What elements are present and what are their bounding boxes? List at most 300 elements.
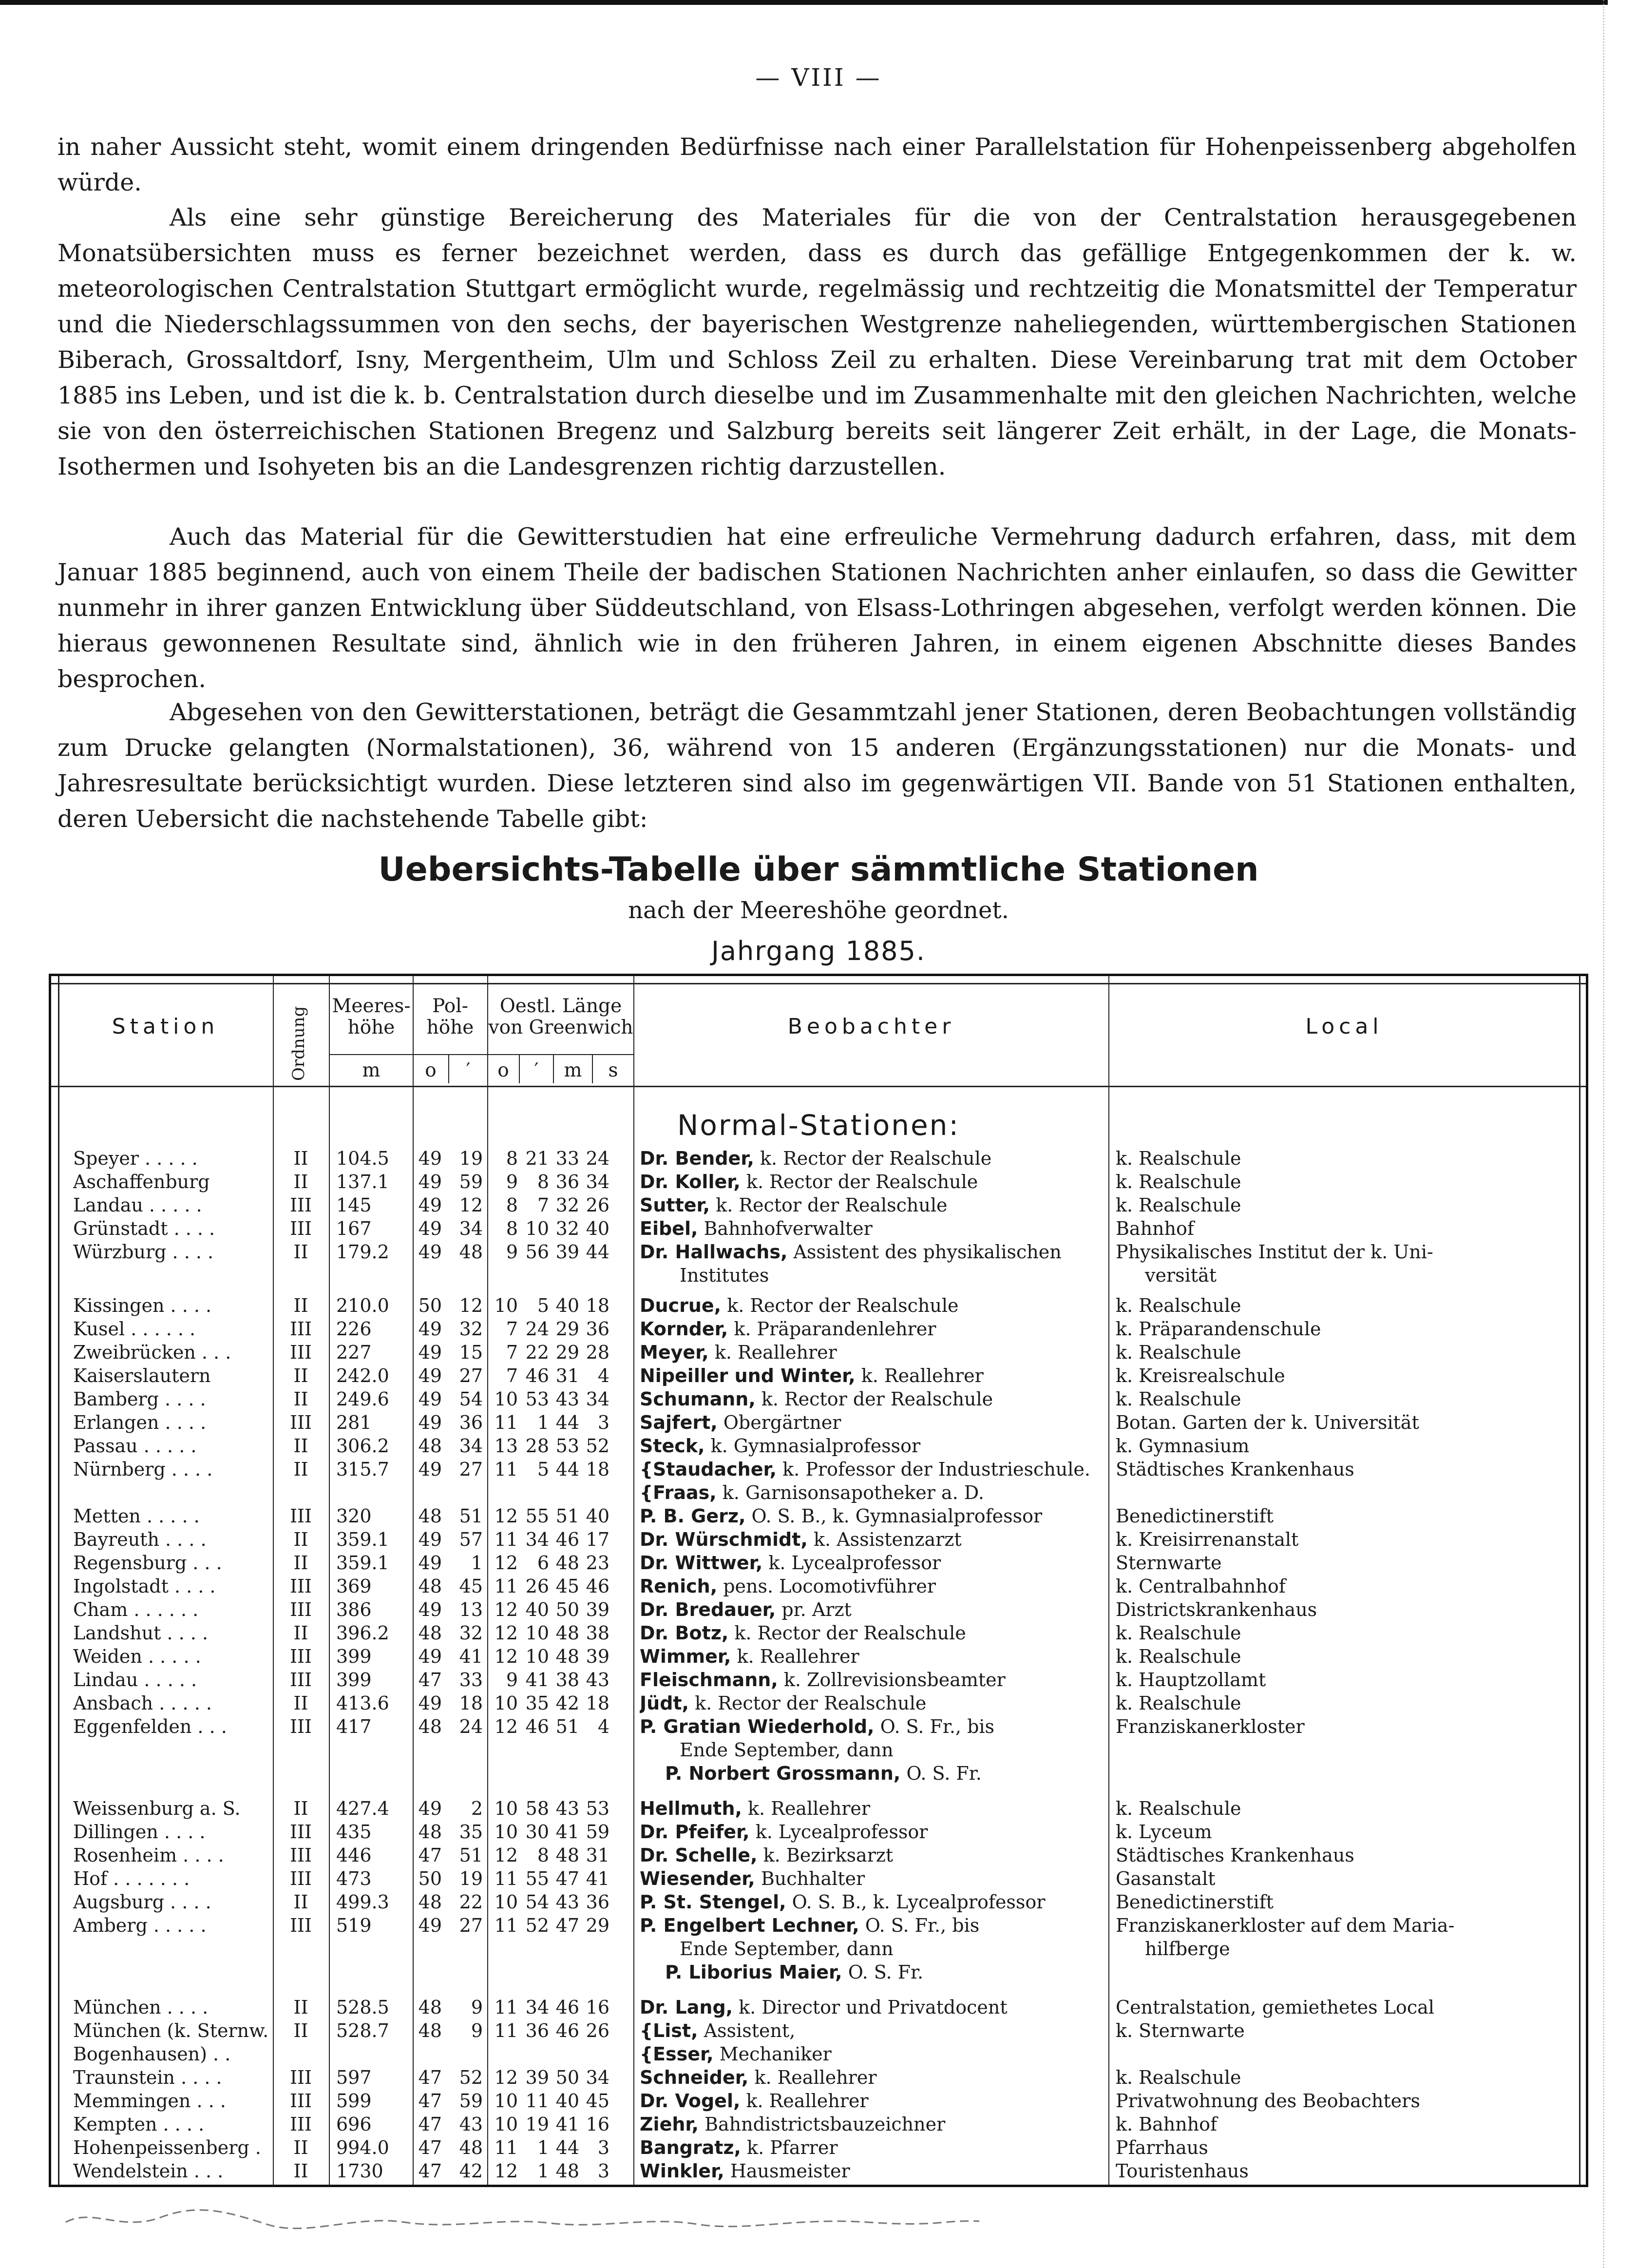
laenge-min-cell: 40 bbox=[525, 1599, 549, 1620]
meereshoehe-cell: 369 bbox=[336, 1576, 372, 1597]
station-name-cell: Landshut . . . . bbox=[73, 1622, 209, 1644]
observer-name: P. Engelbert Lechner, bbox=[640, 1915, 859, 1936]
meereshoehe-cell: 242.0 bbox=[336, 1365, 389, 1386]
time-sec-cell: 45 bbox=[586, 2090, 609, 2112]
time-min-cell: 53 bbox=[555, 1435, 579, 1457]
table-row bbox=[51, 1504, 1586, 1528]
meereshoehe-cell: 446 bbox=[336, 1845, 372, 1866]
time-sec-cell: 18 bbox=[586, 1692, 609, 1714]
observer-name: P. St. Stengel, bbox=[640, 1891, 786, 1913]
beobachter-cell-line3 bbox=[665, 1762, 1152, 1785]
station-name-cell: Würzburg . . . . bbox=[73, 1241, 214, 1263]
polhoehe-deg-cell: 49 bbox=[418, 1412, 442, 1433]
beobachter-cell bbox=[640, 1294, 1166, 1317]
time-sec-cell: 52 bbox=[586, 1435, 609, 1457]
observer-name: Dr. Wittwer, bbox=[640, 1552, 763, 1574]
laenge-deg-cell: 10 bbox=[494, 1891, 518, 1913]
laenge-deg-cell: 9 bbox=[506, 1241, 518, 1263]
local-cell: k. Realschule bbox=[1116, 1622, 1241, 1644]
meereshoehe-cell: 167 bbox=[336, 1218, 372, 1239]
polhoehe-deg-cell: 49 bbox=[418, 1218, 442, 1239]
local-cell: Benedictinerstift bbox=[1116, 1891, 1274, 1913]
observer-name: {Staudacher, bbox=[640, 1459, 777, 1480]
time-min-cell: 41 bbox=[555, 2114, 579, 2135]
stations-table bbox=[49, 974, 1588, 2187]
time-min-cell: 41 bbox=[555, 1821, 579, 1843]
polhoehe-deg-cell: 49 bbox=[418, 1599, 442, 1620]
polhoehe-deg-cell: 47 bbox=[418, 2114, 442, 2135]
observer-title: k. Rector der Realschule bbox=[740, 1171, 978, 1192]
time-sec-cell: 41 bbox=[586, 1868, 609, 1889]
time-min-cell: 43 bbox=[555, 1891, 579, 1913]
ordnung-cell: III bbox=[289, 2090, 312, 2112]
time-sec-cell: 31 bbox=[586, 1845, 609, 1866]
local-cell: k. Gymnasium bbox=[1116, 1435, 1250, 1457]
time-sec-cell: 24 bbox=[586, 1148, 609, 1169]
section-heading: Normal-Stationen: bbox=[677, 1109, 960, 1142]
beobachter-cell bbox=[640, 1691, 1166, 1715]
meereshoehe-cell: 435 bbox=[336, 1821, 372, 1843]
meereshoehe-cell: 315.7 bbox=[336, 1459, 389, 1480]
beobachter-cell-line2 bbox=[680, 1937, 1167, 1960]
time-min-cell: 29 bbox=[555, 1342, 579, 1363]
observer-title: k. Reallehrer bbox=[731, 1646, 859, 1667]
laenge-min-cell: 24 bbox=[525, 1318, 549, 1340]
time-sec-cell: 59 bbox=[586, 1821, 609, 1843]
laenge-min-cell: 39 bbox=[525, 2067, 549, 2088]
table-row bbox=[51, 1598, 1586, 1621]
beobachter-cell bbox=[640, 1364, 1166, 1387]
observer-name: P. B. Gerz, bbox=[640, 1505, 746, 1527]
time-sec-cell: 43 bbox=[586, 1669, 609, 1691]
polhoehe-deg-cell: 49 bbox=[418, 1646, 442, 1667]
header-pol-deg: o bbox=[425, 1059, 437, 1081]
meereshoehe-cell: 399 bbox=[336, 1646, 372, 1667]
header-pol-min: ′ bbox=[466, 1059, 471, 1081]
observer-name: {Esser, bbox=[640, 2043, 714, 2065]
laenge-min-cell: 26 bbox=[525, 1576, 549, 1597]
local-cell: k. Realschule bbox=[1116, 2067, 1241, 2088]
observer-title: k. Assistenzarzt bbox=[807, 1529, 962, 1550]
laenge-min-cell: 22 bbox=[525, 1342, 549, 1363]
local-cell: k. Kreisrealschule bbox=[1116, 1365, 1285, 1386]
time-min-cell: 39 bbox=[555, 1241, 579, 1263]
laenge-deg-cell: 10 bbox=[494, 1295, 518, 1316]
time-sec-cell: 26 bbox=[586, 2020, 609, 2041]
local-cell: Pfarrhaus bbox=[1116, 2137, 1208, 2158]
polhoehe-min-cell: 9 bbox=[471, 2020, 483, 2041]
table-title: Uebersichts-Tabelle über sämmtliche Stationen bbox=[378, 850, 1259, 889]
local-cell: k. Realschule bbox=[1116, 1342, 1241, 1363]
laenge-min-cell: 55 bbox=[525, 1868, 549, 1889]
ordnung-cell: II bbox=[293, 1622, 308, 1644]
time-min-cell: 48 bbox=[555, 2160, 579, 2182]
observer-title: k. Reallehrer bbox=[708, 1342, 837, 1363]
time-sec-cell: 39 bbox=[586, 1599, 609, 1620]
observer-name: Dr. Würschmidt, bbox=[640, 1529, 808, 1550]
observer-name: P. Norbert Grossmann, bbox=[665, 1763, 901, 1784]
time-min-cell: 38 bbox=[555, 1669, 579, 1691]
beobachter-cell bbox=[640, 2089, 1166, 2113]
polhoehe-min-cell: 27 bbox=[459, 1915, 483, 1936]
observer-name: Dr. Koller, bbox=[640, 1171, 741, 1192]
table-row bbox=[51, 1797, 1586, 1820]
observer-title: k. Reallehrer bbox=[740, 2090, 869, 2112]
header-laenge: Oestl. Länge von Greenwich bbox=[488, 995, 633, 1038]
observer-title: O. S. Fr., bis bbox=[874, 1716, 995, 1737]
table-row bbox=[51, 1341, 1586, 1364]
polhoehe-deg-cell: 48 bbox=[418, 1435, 442, 1457]
polhoehe-min-cell: 43 bbox=[459, 2114, 483, 2135]
meereshoehe-cell: 417 bbox=[336, 1716, 372, 1737]
polhoehe-deg-cell: 49 bbox=[418, 1241, 442, 1263]
time-min-cell: 51 bbox=[555, 1716, 579, 1737]
laenge-deg-cell: 12 bbox=[494, 1552, 518, 1574]
table-row bbox=[51, 1691, 1586, 1715]
local-cell: Franziskanerkloster auf dem Maria- bbox=[1116, 1915, 1455, 1936]
polhoehe-min-cell: 27 bbox=[459, 1459, 483, 1480]
polhoehe-deg-cell: 49 bbox=[418, 1459, 442, 1480]
ordnung-cell: II bbox=[293, 2137, 308, 2158]
time-min-cell: 51 bbox=[555, 1505, 579, 1527]
polhoehe-min-cell: 59 bbox=[459, 1171, 483, 1192]
laenge-deg-cell: 8 bbox=[506, 1194, 518, 1216]
observer-title: k. Professor der Industrieschule. bbox=[777, 1459, 1090, 1480]
time-sec-cell: 29 bbox=[586, 1915, 609, 1936]
beobachter-cell bbox=[640, 1914, 1166, 1937]
observer-title: k. Rector der Realschule bbox=[710, 1194, 948, 1216]
observer-title: k. Lycealprofessor bbox=[749, 1821, 928, 1843]
ordnung-cell: II bbox=[293, 1459, 308, 1480]
meereshoehe-cell: 179.2 bbox=[336, 1241, 389, 1263]
laenge-deg-cell: 7 bbox=[506, 1365, 518, 1386]
station-name-cell: Dillingen . . . . bbox=[73, 1821, 206, 1843]
observer-title: O. S. Fr. bbox=[842, 1961, 924, 1983]
beobachter-cell bbox=[640, 1844, 1166, 1867]
table-row bbox=[51, 1240, 1586, 1286]
table-row bbox=[51, 2066, 1586, 2089]
observer-title: Bahnhofverwalter bbox=[698, 1218, 873, 1239]
station-name-cell: Kusel . . . . . . bbox=[73, 1318, 196, 1340]
observer-name: Hellmuth, bbox=[640, 1798, 742, 1819]
observer-title: Institutes bbox=[680, 1265, 769, 1286]
polhoehe-deg-cell: 49 bbox=[418, 1171, 442, 1192]
observer-title: Ende September, dann bbox=[680, 1739, 894, 1761]
laenge-min-cell: 28 bbox=[525, 1435, 549, 1457]
time-sec-cell: 4 bbox=[597, 1365, 609, 1386]
table-row bbox=[51, 1364, 1586, 1387]
laenge-deg-cell: 13 bbox=[494, 1435, 518, 1457]
observer-title: pr. Arzt bbox=[776, 1599, 852, 1620]
time-sec-cell: 16 bbox=[586, 1997, 609, 2018]
observer-name: Renich, bbox=[640, 1576, 718, 1597]
local-cell: k. Lyceum bbox=[1116, 1821, 1212, 1843]
table-row bbox=[51, 1715, 1586, 1784]
table-row bbox=[51, 1914, 1586, 1983]
laenge-min-cell: 8 bbox=[537, 1845, 549, 1866]
ordnung-cell: II bbox=[293, 1295, 308, 1316]
observer-name: Fleischmann, bbox=[640, 1669, 778, 1691]
ordnung-cell: II bbox=[293, 1365, 308, 1386]
polhoehe-min-cell: 32 bbox=[459, 1622, 483, 1644]
laenge-min-cell: 10 bbox=[525, 1622, 549, 1644]
beobachter-cell bbox=[640, 1411, 1166, 1434]
polhoehe-min-cell: 41 bbox=[459, 1646, 483, 1667]
header-time-m: m bbox=[564, 1059, 582, 1081]
time-min-cell: 43 bbox=[555, 1388, 579, 1410]
time-min-cell: 46 bbox=[555, 1997, 579, 2018]
time-sec-cell: 40 bbox=[586, 1218, 609, 1239]
polhoehe-min-cell: 27 bbox=[459, 1365, 483, 1386]
observer-title: k. Reallehrer bbox=[742, 1798, 871, 1819]
observer-name: Dr. Botz, bbox=[640, 1622, 729, 1644]
beobachter-cell bbox=[640, 1645, 1166, 1668]
beobachter-cell-line2 bbox=[680, 1264, 1167, 1287]
header-meereshoehe-unit: m bbox=[362, 1059, 381, 1081]
meereshoehe-cell: 249.6 bbox=[336, 1388, 389, 1410]
observer-name: Steck, bbox=[640, 1435, 705, 1457]
ordnung-cell: II bbox=[293, 1241, 308, 1263]
beobachter-cell bbox=[640, 1820, 1166, 1844]
header-len-deg: o bbox=[497, 1059, 509, 1081]
time-min-cell: 40 bbox=[555, 1295, 579, 1316]
beobachter-cell bbox=[640, 1434, 1166, 1458]
header-local: Local bbox=[1305, 1014, 1383, 1039]
ordnung-cell: III bbox=[289, 1669, 312, 1691]
observer-name: Jüdt, bbox=[640, 1692, 689, 1714]
observer-title: k. Rector der Realschule bbox=[721, 1295, 959, 1316]
beobachter-cell bbox=[640, 1193, 1166, 1217]
observer-name: Sajfert, bbox=[640, 1412, 718, 1433]
polhoehe-deg-cell: 49 bbox=[418, 1318, 442, 1340]
polhoehe-deg-cell: 48 bbox=[418, 1891, 442, 1913]
beobachter-cell bbox=[640, 1170, 1166, 1193]
laenge-min-cell: 10 bbox=[525, 1646, 549, 1667]
polhoehe-deg-cell: 48 bbox=[418, 1997, 442, 2018]
station-name-cell: Aschaffenburg bbox=[73, 1171, 210, 1192]
observer-title: O. S. B., k. Gymnasialprofessor bbox=[745, 1505, 1043, 1527]
table-row bbox=[51, 1193, 1586, 1217]
time-sec-cell: 16 bbox=[586, 2114, 609, 2135]
polhoehe-deg-cell: 47 bbox=[418, 1669, 442, 1691]
ordnung-cell: III bbox=[289, 1716, 312, 1737]
laenge-deg-cell: 12 bbox=[494, 2067, 518, 2088]
time-min-cell: 40 bbox=[555, 2090, 579, 2112]
laenge-min-cell: 5 bbox=[537, 1295, 549, 1316]
time-sec-cell: 36 bbox=[586, 1318, 609, 1340]
time-sec-cell: 53 bbox=[586, 1798, 609, 1819]
beobachter-cell bbox=[640, 1317, 1166, 1341]
time-min-cell: 48 bbox=[555, 1622, 579, 1644]
table-row bbox=[51, 2136, 1586, 2159]
meereshoehe-cell: 386 bbox=[336, 1599, 372, 1620]
ordnung-cell: III bbox=[289, 1218, 312, 1239]
time-min-cell: 47 bbox=[555, 1915, 579, 1936]
observer-name: {Fraas, bbox=[640, 1482, 717, 1503]
beobachter-cell bbox=[640, 2113, 1166, 2136]
laenge-min-cell: 5 bbox=[537, 1459, 549, 1480]
observer-name: Wimmer, bbox=[640, 1646, 731, 1667]
laenge-min-cell: 8 bbox=[537, 1171, 549, 1192]
meereshoehe-cell: 359.1 bbox=[336, 1552, 389, 1574]
meereshoehe-cell: 281 bbox=[336, 1412, 372, 1433]
time-min-cell: 46 bbox=[555, 1529, 579, 1550]
observer-name: Sutter, bbox=[640, 1194, 710, 1216]
laenge-min-cell: 21 bbox=[525, 1148, 549, 1169]
local-cell: k. Realschule bbox=[1116, 1295, 1241, 1316]
observer-title: k. Reallehrer bbox=[855, 1365, 984, 1386]
header-time-s: s bbox=[608, 1059, 618, 1081]
laenge-min-cell: 11 bbox=[525, 2090, 549, 2112]
local-cell: k. Centralbahnhof bbox=[1116, 1576, 1286, 1597]
laenge-min-cell: 1 bbox=[537, 2137, 549, 2158]
beobachter-cell-line2 bbox=[640, 1481, 1127, 1504]
table-row bbox=[51, 1668, 1586, 1691]
ordnung-cell: III bbox=[289, 1412, 312, 1433]
time-min-cell: 44 bbox=[555, 1459, 579, 1480]
observer-name: Meyer, bbox=[640, 1342, 709, 1363]
meereshoehe-cell: 499.3 bbox=[336, 1891, 389, 1913]
time-min-cell: 44 bbox=[555, 2137, 579, 2158]
laenge-deg-cell: 7 bbox=[506, 1342, 518, 1363]
time-sec-cell: 3 bbox=[597, 2160, 609, 2182]
beobachter-cell bbox=[640, 1528, 1166, 1551]
polhoehe-deg-cell: 47 bbox=[418, 2090, 442, 2112]
laenge-min-cell: 53 bbox=[525, 1388, 549, 1410]
laenge-deg-cell: 10 bbox=[494, 2090, 518, 2112]
polhoehe-min-cell: 12 bbox=[459, 1295, 483, 1316]
polhoehe-min-cell: 13 bbox=[459, 1599, 483, 1620]
time-min-cell: 29 bbox=[555, 1318, 579, 1340]
station-name-cell: Bayreuth . . . . bbox=[73, 1529, 207, 1550]
meereshoehe-cell: 597 bbox=[336, 2067, 372, 2088]
laenge-deg-cell: 10 bbox=[494, 1798, 518, 1819]
observer-name: Dr. Bender, bbox=[640, 1148, 754, 1169]
laenge-min-cell: 54 bbox=[525, 1891, 549, 1913]
meereshoehe-cell: 306.2 bbox=[336, 1435, 389, 1457]
time-min-cell: 46 bbox=[555, 2020, 579, 2041]
laenge-deg-cell: 11 bbox=[494, 2137, 518, 2158]
beobachter-cell bbox=[640, 1598, 1166, 1621]
polhoehe-deg-cell: 49 bbox=[418, 1365, 442, 1386]
header-ordnung: Ordnung bbox=[289, 1006, 308, 1081]
station-name-cell: Passau . . . . . bbox=[73, 1435, 197, 1457]
ordnung-cell: III bbox=[289, 2067, 312, 2088]
polhoehe-min-cell: 2 bbox=[471, 1798, 483, 1819]
paragraph-2: Als eine sehr günstige Bereicherung des Materiales für die von der Centralstation herausgegebenen Monatsübersichten muss es ferner bezeichnet werden, dass es durch das gefällige Entgegenkommen der k. w. meteorologischen Centralstation Stuttgart ermöglicht wurde, regelmässig und rechtzeitig die Monatsmittel der Temperatur und die Niederschlagssummen von den sechs, der bayerischen Westgrenze naheliegenden, württembergischen Stationen Biberach, Grossaltdorf, Isny, Mergentheim, Ulm und Schloss Zeil zu erhalten. Diese Vereinbarung trat mit dem October 1885 ins Leben, und ist die k. b. Centralstation durch dieselbe und im Zusammenhalte mit den gleichen Nachrichten, welche sie von den österreichischen Stationen Bregenz und Salzburg bereits seit längerer Zeit erhält, in der Lage, die Monats-Isothermen und Isohyeten bis an die Landesgrenzen richtig darzustellen. bbox=[57, 204, 1577, 481]
observer-name: Eibel, bbox=[640, 1218, 698, 1239]
laenge-deg-cell: 12 bbox=[494, 2160, 518, 2182]
time-sec-cell: 3 bbox=[597, 1412, 609, 1433]
beobachter-cell bbox=[640, 2136, 1166, 2159]
time-min-cell: 50 bbox=[555, 1599, 579, 1620]
handwritten-scribble-icon bbox=[63, 2203, 989, 2237]
ordnung-cell: III bbox=[289, 1868, 312, 1889]
observer-title: k. Zollrevisionsbeamter bbox=[778, 1669, 1006, 1691]
polhoehe-deg-cell: 49 bbox=[418, 1342, 442, 1363]
polhoehe-deg-cell: 48 bbox=[418, 1622, 442, 1644]
beobachter-cell bbox=[640, 1341, 1166, 1364]
ordnung-cell: II bbox=[293, 1891, 308, 1913]
polhoehe-min-cell: 51 bbox=[459, 1505, 483, 1527]
polhoehe-deg-cell: 47 bbox=[418, 2067, 442, 2088]
observer-name: Dr. Lang, bbox=[640, 1997, 733, 2018]
ordnung-cell: II bbox=[293, 1997, 308, 2018]
beobachter-cell bbox=[640, 1621, 1166, 1645]
meereshoehe-cell: 519 bbox=[336, 1915, 372, 1936]
polhoehe-deg-cell: 49 bbox=[418, 1194, 442, 1216]
beobachter-cell bbox=[640, 1668, 1166, 1691]
observer-title: k. Rector der Realschule bbox=[754, 1148, 992, 1169]
table-year: Jahrgang 1885. bbox=[711, 936, 926, 966]
beobachter-cell bbox=[640, 1147, 1166, 1170]
local-cell: k. Realschule bbox=[1116, 1148, 1241, 1169]
meereshoehe-cell: 399 bbox=[336, 1669, 372, 1691]
meereshoehe-cell: 359.1 bbox=[336, 1529, 389, 1550]
local-cell: Franziskanerkloster bbox=[1116, 1716, 1305, 1737]
station-name-cell: Kaiserslautern bbox=[73, 1365, 211, 1386]
station-name-cell: Wendelstein . . . bbox=[73, 2160, 224, 2182]
top-border-rule bbox=[0, 0, 1608, 5]
table-row bbox=[51, 1621, 1586, 1645]
time-sec-cell: 46 bbox=[586, 1576, 609, 1597]
ordnung-cell: II bbox=[293, 2160, 308, 2182]
beobachter-cell bbox=[640, 1715, 1166, 1738]
local-cell: Städtisches Krankenhaus bbox=[1116, 1459, 1354, 1480]
ordnung-cell: II bbox=[293, 1692, 308, 1714]
local-cell: Botan. Garten der k. Universität bbox=[1116, 1412, 1419, 1433]
observer-name: Dr. Pfeifer, bbox=[640, 1821, 750, 1843]
polhoehe-min-cell: 51 bbox=[459, 1845, 483, 1866]
polhoehe-deg-cell: 47 bbox=[418, 2160, 442, 2182]
ordnung-cell: II bbox=[293, 1148, 308, 1169]
time-sec-cell: 34 bbox=[586, 1388, 609, 1410]
station-name-cell: Kissingen . . . . bbox=[73, 1295, 212, 1316]
observer-name: Wiesender, bbox=[640, 1868, 755, 1889]
ordnung-cell: II bbox=[293, 1529, 308, 1550]
meereshoehe-cell: 396.2 bbox=[336, 1622, 389, 1644]
header-top-rule bbox=[51, 983, 1586, 984]
table-row bbox=[51, 1458, 1586, 1503]
observer-name: Schneider, bbox=[640, 2067, 749, 2088]
laenge-min-cell: 55 bbox=[525, 1505, 549, 1527]
laenge-deg-cell: 11 bbox=[494, 1868, 518, 1889]
observer-title: k. Rector der Realschule bbox=[689, 1692, 927, 1714]
meereshoehe-cell: 696 bbox=[336, 2114, 372, 2135]
beobachter-cell bbox=[640, 2159, 1166, 2183]
ordnung-cell: III bbox=[289, 2114, 312, 2135]
laenge-min-cell: 34 bbox=[525, 1529, 549, 1550]
observer-title: pens. Locomotivführer bbox=[717, 1576, 936, 1597]
beobachter-cell bbox=[640, 1867, 1166, 1890]
time-sec-cell: 28 bbox=[586, 1342, 609, 1363]
polhoehe-deg-cell: 47 bbox=[418, 1845, 442, 1866]
time-min-cell: 32 bbox=[555, 1194, 579, 1216]
local-cell: k. Realschule bbox=[1116, 1646, 1241, 1667]
table-row bbox=[51, 1170, 1586, 1193]
polhoehe-deg-cell: 49 bbox=[418, 1915, 442, 1936]
laenge-deg-cell: 10 bbox=[494, 1388, 518, 1410]
station-name-cell: Hof . . . . . . . bbox=[73, 1868, 190, 1889]
time-min-cell: 42 bbox=[555, 1692, 579, 1714]
laenge-deg-cell: 12 bbox=[494, 1845, 518, 1866]
meereshoehe-cell: 145 bbox=[336, 1194, 372, 1216]
ordnung-cell: II bbox=[293, 1171, 308, 1192]
laenge-deg-cell: 12 bbox=[494, 1646, 518, 1667]
header-bottom-rule bbox=[51, 1086, 1586, 1087]
ordnung-cell: III bbox=[289, 1915, 312, 1936]
laenge-deg-cell: 10 bbox=[494, 1821, 518, 1843]
